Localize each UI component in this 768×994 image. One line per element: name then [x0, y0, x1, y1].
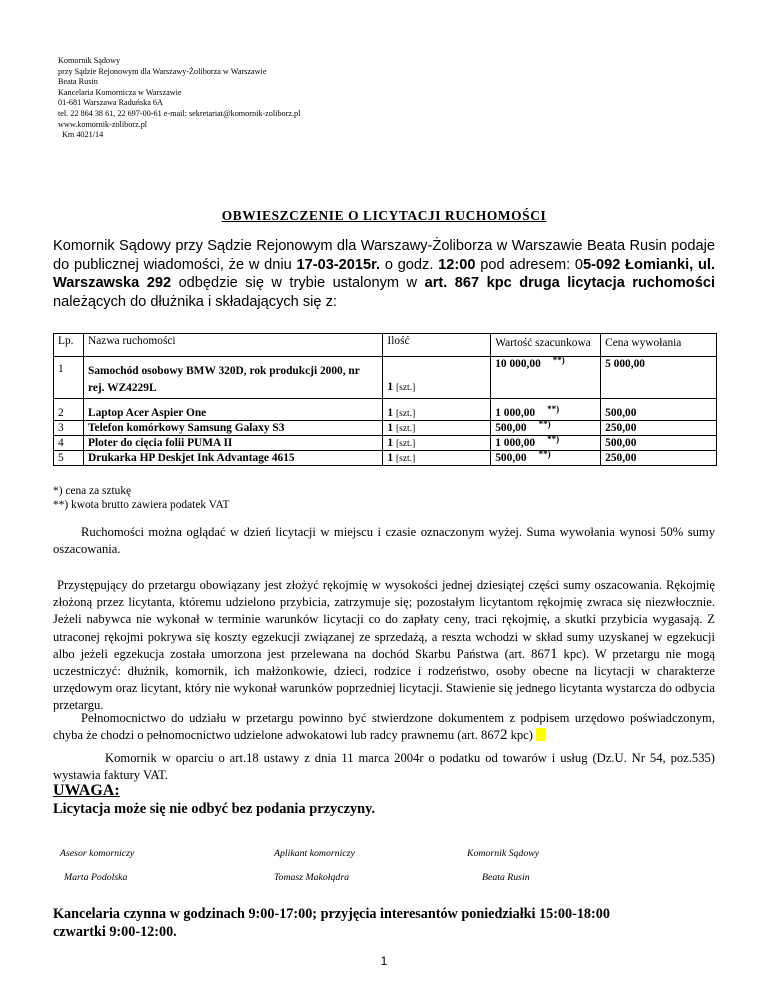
header-value: Wartość szacunkowa [491, 334, 601, 357]
signature-role: Aplikant komorniczy [274, 848, 355, 859]
vat-invoice-paragraph: Komornik w oparciu o art.18 ustawy z dnia 11 marca 2004r o podatku od towarów i usług (Dz.U. Nr 54, poz.535) wystawia faktury VAT. [53, 751, 715, 783]
row-name: Laptop Acer Aspier One [83, 399, 382, 421]
legal-basis: art. 867 kpc druga licytacja ruchomości [424, 275, 716, 292]
intro-text: należących do dłużnika i składających się z: [53, 293, 337, 310]
row-qty [383, 421, 491, 436]
poa-text: Pełnomocnictwo do udziału w przetargu powinno być stwierdzone dokumentem z podpisem urzędowo poświadczonym, chyba że chodzi o pełnomocnictwo udzielone adwokatowi lub radcy prawnemu (art. 867 [53, 711, 715, 743]
auction-address: 5-092 Łomianki, ul. Warszawska 292 [53, 256, 716, 292]
highlight-mark [536, 728, 546, 741]
row-name: Samochód osobowy BMW 320D, rok produkcji 2000, nr rej. WZ4229L [83, 357, 382, 399]
signature-name: Beata Rusin [482, 872, 530, 883]
intro-paragraph [53, 237, 715, 311]
row-value [491, 421, 601, 436]
vat-mark: **) [538, 449, 551, 459]
row-qty [383, 399, 491, 421]
deposit-paragraph [53, 577, 715, 715]
footnotes [53, 484, 229, 512]
header-line: Komornik Sądowy [58, 56, 121, 65]
row-value [491, 357, 601, 399]
table-header-row [54, 334, 717, 357]
table-row [54, 451, 717, 466]
qty-unit: [szt.] [395, 409, 416, 419]
value-amount: 500,00 [495, 422, 527, 434]
value-amount: 500,00 [495, 452, 527, 464]
office-hours-line: Kancelaria czynna w godzinach 9:00-17:00; przyjęcia interesantów poniedziałki 15:00-18:00 [53, 906, 610, 922]
document-title: OBWIESZCZENIE O LICYTACJI RUCHOMOŚCI [221, 208, 547, 223]
row-lp: 5 [54, 451, 84, 466]
value-amount: 1 000,00 [495, 437, 536, 449]
qty-value: 1 [387, 452, 394, 464]
row-price: 500,00 [601, 436, 717, 451]
article-superscript: 1 [550, 645, 558, 662]
header-name: Nazwa ruchomości [83, 334, 382, 357]
row-price: 5 000,00 [601, 357, 717, 399]
signature-name: Marta Podolska [64, 872, 128, 883]
notice-block [53, 782, 375, 818]
qty-value: 1 [387, 437, 394, 449]
row-lp: 2 [54, 399, 84, 421]
header-line: przy Sądzie Rejonowym dla Warszawy-Żoliborza w Warszawie [58, 66, 267, 76]
power-of-attorney-paragraph [53, 710, 715, 744]
row-qty [383, 436, 491, 451]
signature-role: Asesor komorniczy [60, 848, 135, 859]
row-price: 250,00 [601, 421, 717, 436]
auction-time: 12:00 [438, 256, 476, 273]
value-amount: 1 000,00 [495, 407, 536, 419]
row-qty [383, 451, 491, 466]
signature-role: Komornik Sądowy [467, 848, 540, 859]
row-qty [383, 357, 491, 399]
header-price: Cena wywołania [601, 334, 717, 357]
header-qty: Ilość [383, 334, 491, 357]
items-table [53, 333, 717, 466]
intro-text: odbędzie się w trybie ustalonym w [171, 275, 425, 292]
row-name: Drukarka HP Deskjet Ink Advantage 4615 [83, 451, 382, 466]
case-number: Km 4021/14 [62, 130, 104, 140]
office-hours [53, 905, 610, 941]
intro-text: o godz. [380, 256, 439, 273]
row-lp: 1 [54, 357, 84, 399]
qty-unit: [szt.] [395, 439, 416, 449]
footnote-price-per-piece: *) cena za sztukę [53, 485, 132, 497]
qty-value: 1 [387, 407, 394, 419]
qty-unit: [szt.] [395, 454, 416, 464]
qty-unit: [szt.] [395, 424, 416, 434]
notice-heading: UWAGA: [53, 782, 120, 799]
row-lp: 3 [54, 421, 84, 436]
intro-text: pod adresem: 0 [475, 256, 584, 273]
row-lp: 4 [54, 436, 84, 451]
poa-text-end: kpc) [507, 728, 533, 743]
header-lp: Lp. [54, 334, 84, 357]
row-name: Telefon komórkowy Samsung Galaxy S3 [83, 421, 382, 436]
vat-mark: **) [538, 419, 551, 429]
qty-value: 1 [387, 422, 394, 434]
notice-text: Licytacja może się nie odbyć bez podania przyczyny. [53, 801, 376, 817]
viewing-paragraph: Ruchomości można oglądać w dzień licytacji w miejscu i czasie oznaczonym wyżej. Suma wywołania wynosi 50% sumy oszacowania. [53, 525, 715, 557]
table-row [54, 399, 717, 421]
qty-value: 1 [387, 381, 394, 393]
footnote-vat: **) kwota brutto zawiera podatek VAT [53, 499, 230, 511]
page-number: 1 [380, 954, 388, 968]
article-superscript: 2 [499, 727, 508, 744]
table-row [54, 421, 717, 436]
value-amount: 10 000,00 [495, 358, 541, 370]
signature-name: Tomasz Makołądra [274, 872, 350, 883]
row-name: Ploter do cięcia folii PUMA II [83, 436, 382, 451]
auction-date: 17-03-2015r. [296, 256, 381, 273]
vat-mark: **) [552, 355, 565, 365]
header-line: tel. 22 864 38 61, 22 697-00-61 e-mail: sekretariat@komornik-zoliborz.pl [58, 108, 301, 118]
table-row [54, 436, 717, 451]
deposit-text: Przystępujący do przetargu obowiązany jest złożyć rękojmię w wysokości jednej dziesiątej części sumy oszacowania. Rękojmię złożoną przez licytanta, któremu udzielono przybicia, zatrzymuje się; pozostałym licytantom rękojmię zwraca się niezwłocznie. Jeżeli nabywca nie wykonał w terminie warunków licytacji co do zapłaty ceny, traci rękojmię, a skutki przybicia wygasają. Z utraconej rękojmi pokrywa się koszty egzekucji związanej ze sprzedażą, a reszta wchodzi w skład sumy uzyskanej w egzekucji albo jeżeli egzekucja została umorzona jest przelewana na dochód Skarbu Państwa (art. 867 [53, 578, 715, 661]
header-line: Kancelaria Komornicza w Warszawie [58, 87, 182, 97]
vat-mark: **) [547, 404, 560, 414]
header-line: 01-681 Warszawa Raduńska 6A [58, 98, 163, 108]
deposit-text-end: kpc). W przetargu nie mogą uczestniczyć: dłużnik, komornik, ich małżonkowie, dzieci, rodzice i rodzeństwo, osoby obecne na licytacji w charakterze urzędowym oraz licytant, który nie wykonał warunków poprzedniej licytacji. Stawienie się jednego licytanta wystarcza do odbycia przetargu. [53, 646, 715, 713]
row-price: 500,00 [601, 399, 717, 421]
intro-text: Komornik Sądowy przy Sądzie Rejonowym dla Warszawy-Żoliborza w Warszawie Beata Rusin podaje do publicznej wiadomości, że w dniu [53, 238, 715, 273]
office-hours-line: czwartki 9:00-12:00. [53, 924, 177, 940]
qty-unit: [szt.] [395, 383, 416, 393]
header-line: www.komornik-zoliborz.pl [58, 119, 148, 129]
row-value [491, 399, 601, 421]
row-price: 250,00 [601, 451, 717, 466]
row-value [491, 451, 601, 466]
header-line: Beata Rusin [58, 77, 98, 87]
vat-mark: **) [547, 434, 560, 444]
bailiff-office-header [58, 56, 300, 141]
